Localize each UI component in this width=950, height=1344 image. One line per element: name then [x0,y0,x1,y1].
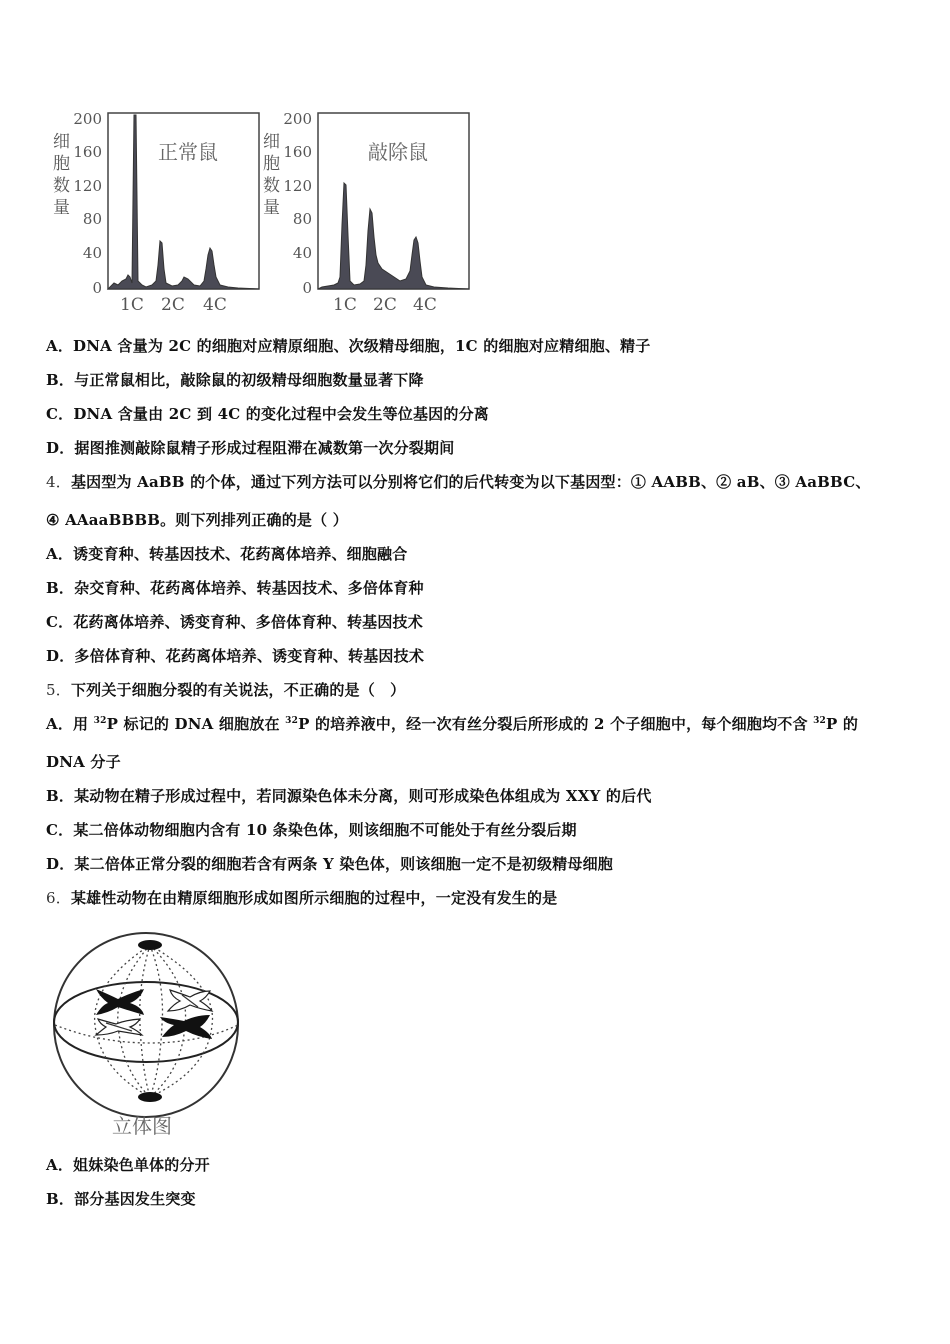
option-text: DNA 含量由 2C 到 4C 的变化过程中会发生等位基因的分离 [73,405,489,423]
option-label: C． [46,613,74,631]
q4-option-c [46,612,916,632]
y-axis-label-char: 胞 [263,154,280,174]
question-number: 6． [46,889,71,907]
option-text: 部分基因发生突变 [74,1190,196,1208]
y-axis-label-char: 胞 [53,154,70,174]
histogram-normal-mouse [53,110,259,315]
option-label: C． [46,821,74,839]
question-number: 4． [46,473,71,491]
superscript: 32 [285,716,299,726]
q4-option-a [46,544,916,564]
y-axis-label-char: 量 [53,198,70,218]
q3-option-a [46,336,916,356]
y-tick-label: 200 [283,110,312,128]
y-tick-label: 200 [73,110,102,128]
chromosome-black-1 [96,989,144,1015]
cell-sphere-svg [50,925,250,1140]
y-tick-label: 0 [92,279,102,297]
option-text: DNA 含量为 2C 的细胞对应精原细胞、次级精母细胞，1C 的细胞对应精细胞、精子 [73,337,651,355]
option-text: P 标记的 DNA 细胞放在 [106,715,286,733]
question-stem: 下列关于细胞分裂的有关说法，不正确的是（ ） [70,681,406,699]
option-label: B． [46,1190,75,1208]
option-text: 多倍体育种、花药离体培养、诱变育种、转基因技术 [74,647,425,665]
option-label: D． [46,439,75,457]
panel-title-normal: 正常鼠 [158,140,218,164]
y-tick-label: 120 [73,177,102,195]
y-tick-label: 160 [73,143,102,161]
y-axis-label-char: 细 [263,132,280,152]
y-tick-label: 120 [283,177,312,195]
option-text: 诱变育种、转基因技术、花药离体培养、细胞融合 [73,545,408,563]
chromosome-black-2 [160,1015,212,1039]
option-text: 姐妹染色单体的分开 [73,1156,210,1174]
option-label: C． [46,405,74,423]
option-label: A． [46,545,74,563]
spindle-fibers [55,945,238,1097]
option-label: D． [46,647,75,665]
q4-stem-line2: ④ AAaaBBBB。则下列排列正确的是（ ） [46,511,348,529]
x-tick-label: 1C [120,295,144,315]
histogram-trace-knockout [318,183,469,289]
chromosome-white-1 [168,990,212,1011]
option-label: A． [46,715,74,733]
q6-option-b [46,1189,916,1209]
dna-histogram-figure [48,105,478,317]
option-text: 与正常鼠相比，敲除鼠的初级精母细胞数量显著下降 [74,371,424,389]
q5-option-c [46,820,916,840]
q6-option-a [46,1155,916,1175]
y-axis-label-char: 数 [53,176,70,196]
histogram-svg [48,105,478,317]
option-label: D． [46,855,75,873]
option-label: B． [46,787,75,805]
option-text: 据图推测敲除鼠精子形成过程阻滞在减数第一次分裂期间 [74,439,455,457]
option-text: 杂交育种、花药离体培养、转基因技术、多倍体育种 [74,579,424,597]
option-label: B． [46,371,75,389]
q5-option-d [46,854,916,874]
q3-option-b [46,370,916,390]
option-label: B． [46,579,75,597]
y-tick-label: 80 [292,210,312,228]
q3-option-d [46,438,916,458]
y-axis-label-char: 量 [263,198,280,218]
x-tick-label: 2C [161,295,185,315]
option-text: 某动物在精子形成过程中，若同源染色体未分离，则可形成染色体组成为 XXY 的后代 [74,787,652,805]
cell-sphere-figure [50,925,250,1144]
x-tick-label: 1C [333,295,357,315]
superscript: 32 [93,716,107,726]
question-stem: 某雄性动物在由精原细胞形成如图所示细胞的过程中，一定没有发生的是 [70,889,558,907]
histogram-knockout-mouse [263,110,469,315]
y-tick-label: 160 [283,143,312,161]
x-tick-label: 2C [373,295,397,315]
q4-option-d [46,646,916,666]
option-text: 用 [73,715,94,733]
q3-option-c [46,404,916,424]
q5-option-b [46,786,916,806]
figure-caption: 立体图 [112,1114,172,1138]
centrosome-top [138,940,162,950]
x-tick-label: 4C [413,295,437,315]
option-text: 某二倍体正常分裂的细胞若含有两条 Y 染色体，则该细胞一定不是初级精母细胞 [74,855,613,873]
q6-stem [46,888,916,908]
y-tick-label: 80 [82,210,102,228]
y-tick-label: 40 [292,244,312,262]
option-text: P 的培养液中，经一次有丝分裂后所形成的 2 个子细胞中，每个细胞均不含 [298,715,814,733]
question-number: 5． [46,681,71,699]
question-stem: 基因型为 AaBB 的个体，通过下列方法可以分别将它们的后代转变为以下基因型：① AABB、② aB、③ AaBBC、 [70,473,871,491]
option-text: 花药离体培养、诱变育种、多倍体育种、转基因技术 [73,613,423,631]
equatorial-plate [54,982,238,1062]
y-axis-label-char: 数 [263,176,280,196]
option-label: A． [46,1156,74,1174]
option-label: A． [46,337,74,355]
y-axis-label-char: 细 [53,132,70,152]
option-text: P 的 [826,715,859,733]
q5-option-a [46,714,916,734]
y-tick-label: 0 [302,279,312,297]
x-tick-label: 4C [203,295,227,315]
centrosome-bottom [138,1092,162,1102]
superscript: 32 [813,716,827,726]
y-tick-label: 40 [82,244,102,262]
q5-option-a-continued: DNA 分子 [46,753,121,771]
q4-stem-line1 [46,472,916,492]
option-text: 某二倍体动物细胞内含有 10 条染色体，则该细胞不可能处于有丝分裂后期 [73,821,577,839]
panel-title-knockout: 敲除鼠 [368,140,428,164]
q4-option-b [46,578,916,598]
q5-stem [46,680,916,700]
